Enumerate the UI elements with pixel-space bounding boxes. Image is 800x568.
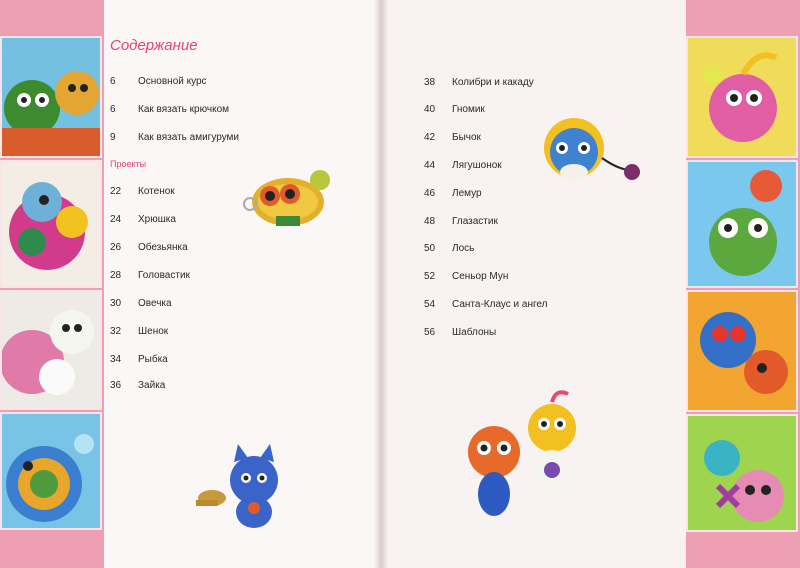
toc-item[interactable] [110,326,168,337]
toc-title: Как вязать амигуруми [138,132,240,143]
toc-page-number: 9 [110,132,116,143]
toc-item[interactable] [424,132,481,143]
toc-item[interactable] [424,243,474,254]
toc-page-number: 42 [424,132,436,143]
photo-thumbnail [686,36,798,158]
toc-title: Лось [452,243,475,254]
toc-item[interactable] [424,327,496,338]
toc-item[interactable] [424,188,482,199]
toc-title: Гномик [452,104,485,115]
toc-item[interactable] [110,270,190,281]
toc-item[interactable] [110,380,165,391]
toc-page-number: 28 [110,270,122,281]
toc-page-number: 56 [424,327,436,338]
toc-title: Лягушонок [452,160,502,171]
left-photo-strip [0,0,104,568]
toc-page-number: 30 [110,298,122,309]
toc-item[interactable] [110,298,172,309]
toc-page-number: 6 [110,76,116,87]
toc-title: Колибри и какаду [452,77,534,88]
toc-item[interactable] [424,216,498,227]
toc-item[interactable] [424,271,508,282]
toc-item[interactable] [110,354,168,365]
toc-title: Шаблоны [452,327,497,338]
toy-photo-orange-birds [456,386,590,533]
toc-page-number: 52 [424,271,436,282]
book-gutter [374,0,388,568]
toc-title: Рыбка [138,354,168,365]
toy-photo-blue-kitten-with-keys [190,440,300,541]
toc-page-number: 44 [424,160,436,171]
toc-item[interactable] [110,132,239,143]
photo-thumbnail [0,412,102,530]
toc-title: Хрюшка [138,214,176,225]
toc-title: Сеньор Мун [452,271,509,282]
toc-page-number: 34 [110,354,122,365]
projects-section-label: Проекты [110,159,147,169]
toc-page-number: 6 [110,104,116,115]
toc-item[interactable] [110,186,175,197]
photo-thumbnail [0,36,102,158]
photo-thumbnail [686,160,798,288]
toc-item[interactable] [424,299,548,310]
toc-title: Основной курс [138,76,207,87]
right-photo-strip [686,0,800,568]
toc-title: Санта-Клаус и ангел [452,299,548,310]
toc-item[interactable] [110,242,188,253]
toc-page-number: 46 [424,188,436,199]
photo-thumbnail [0,290,102,410]
photo-thumbnail [0,160,102,288]
toc-title: Котенок [138,186,175,197]
toc-page-number: 36 [110,380,122,391]
toc-item[interactable] [424,160,502,171]
toc-item[interactable] [110,76,207,87]
toc-title: Овечка [138,298,172,309]
toc-title: Лемур [452,188,482,199]
toc-title: Как вязать крючком [138,104,230,115]
toc-page-number: 22 [110,186,122,197]
toc-page-number: 50 [424,243,436,254]
toc-page-number: 48 [424,216,436,227]
toc-page-number: 24 [110,214,122,225]
toc-title: Шенок [138,326,169,337]
toc-title: Бычок [452,132,481,143]
toc-title: Обезьянка [138,242,188,253]
toc-page-number: 38 [424,77,436,88]
toc-item[interactable] [110,214,176,225]
photo-thumbnail [686,290,798,412]
toy-photo-blue-sunflower [536,108,660,195]
toc-page-number: 26 [110,242,122,253]
toc-item[interactable] [424,77,534,88]
toy-photo-yellow-creature [236,160,336,237]
contents-heading: Содержание [110,37,198,54]
toc-page-number: 32 [110,326,122,337]
photo-thumbnail [686,414,798,532]
toc-page-number: 40 [424,104,436,115]
toc-title: Головастик [138,270,190,281]
toc-page-number: 54 [424,299,436,310]
toc-item[interactable] [110,104,229,115]
toc-title: Зайка [138,380,166,391]
toc-item[interactable] [424,104,485,115]
toc-title: Глазастик [452,216,498,227]
